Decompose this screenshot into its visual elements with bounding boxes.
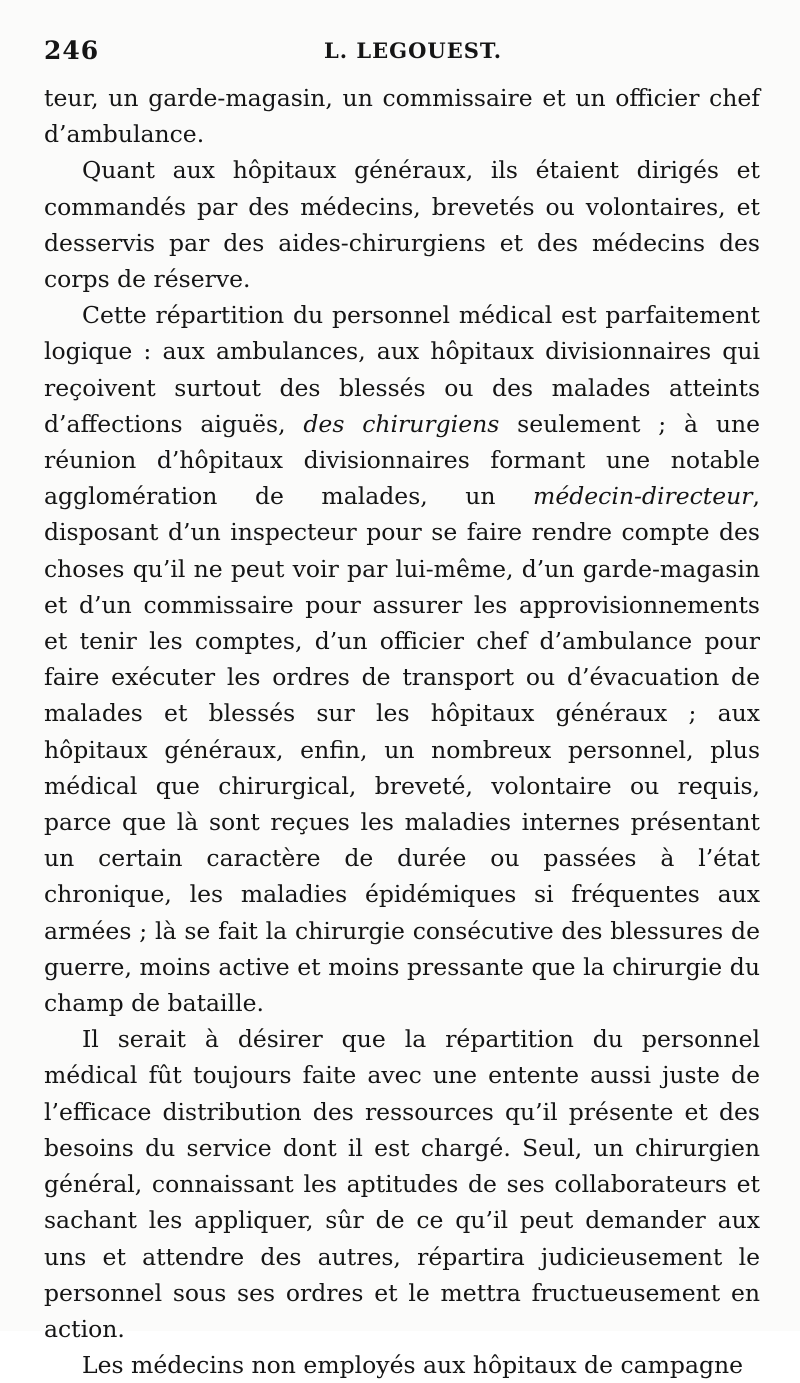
paragraph-desirability [44,1021,760,1347]
running-head: L. LEGOUEST. [324,38,503,63]
text-run: , disposant d’un inspecteur pour se faire rendre compte des choses qu’il ne peut voir par lui-même, d’un garde-magasin et d’un commissaire pour assurer les approvisionnements et tenir les comptes, d’un officier chef d’ambulance pour faire exécuter les ordres de transport ou d’évacuation de malades et blessés sur les hôpitaux généraux ; aux hôpitaux généraux, enfin, un nombreux personnel, plus médical que chirurgical, breveté, volontaire ou requis, parce que là sont reçues les maladies internes présentant un certain caractère de durée ou passées à l’état chronique, les maladies épidémiques si fréquentes aux armées ; là se fait la chirurgie consécutive des blessures de guerre, moins active et moins pressante que la chirurgie du champ de bataille. [44,482,760,1018]
italic-text: des chirurgiens [303,409,500,438]
italic-text: médecin-directeur [533,482,753,511]
page-number: 246 [44,36,100,65]
paragraph-continuation [44,80,760,152]
page-header [44,36,764,76]
paragraph-hospitals [44,152,760,297]
text-run: Quant aux hôpitaux généraux, ils étaient dirigés et commandés par des médecins, brevetés ou volontaires, et desservis par des aides-chirurgiens et des médecins des corps de réserve. [44,156,760,294]
body-text [44,80,760,1383]
text-run: seulement ; à une réunion d’hôpitaux divisionnaires formant une notable agglomération de malades, un [44,409,761,511]
text-run: teur, un garde-magasin, un commissaire et un officier chef d’ambulance. [44,84,760,149]
text-run: Il serait à désirer que la répartition du personnel médical fût toujours faite avec une entente aussi juste de l’efficace distribution des ressources qu’il présente et des besoins du service dont il est chargé. Seul, un chirurgien général, connaissant les aptitudes de ses collaborateurs et sachant les appliquer, sûr de ce qu’il peut demander aux uns et attendre des autres, répartira judicieusement le personnel sous ses ordres et le mettra fructueusement en action. [44,1025,760,1343]
text-run: Cette répartition du personnel médical est parfaitement logique : aux ambulances, aux hôpitaux divisionnaires qui reçoivent surtout des blessés ou des malades atteints d’affections aiguës, [44,301,760,438]
paragraph-medecins [44,1347,760,1383]
paragraph-repartition [44,297,760,1021]
text-run: Les médecins non employés aux hôpitaux de campagne [82,1351,744,1380]
